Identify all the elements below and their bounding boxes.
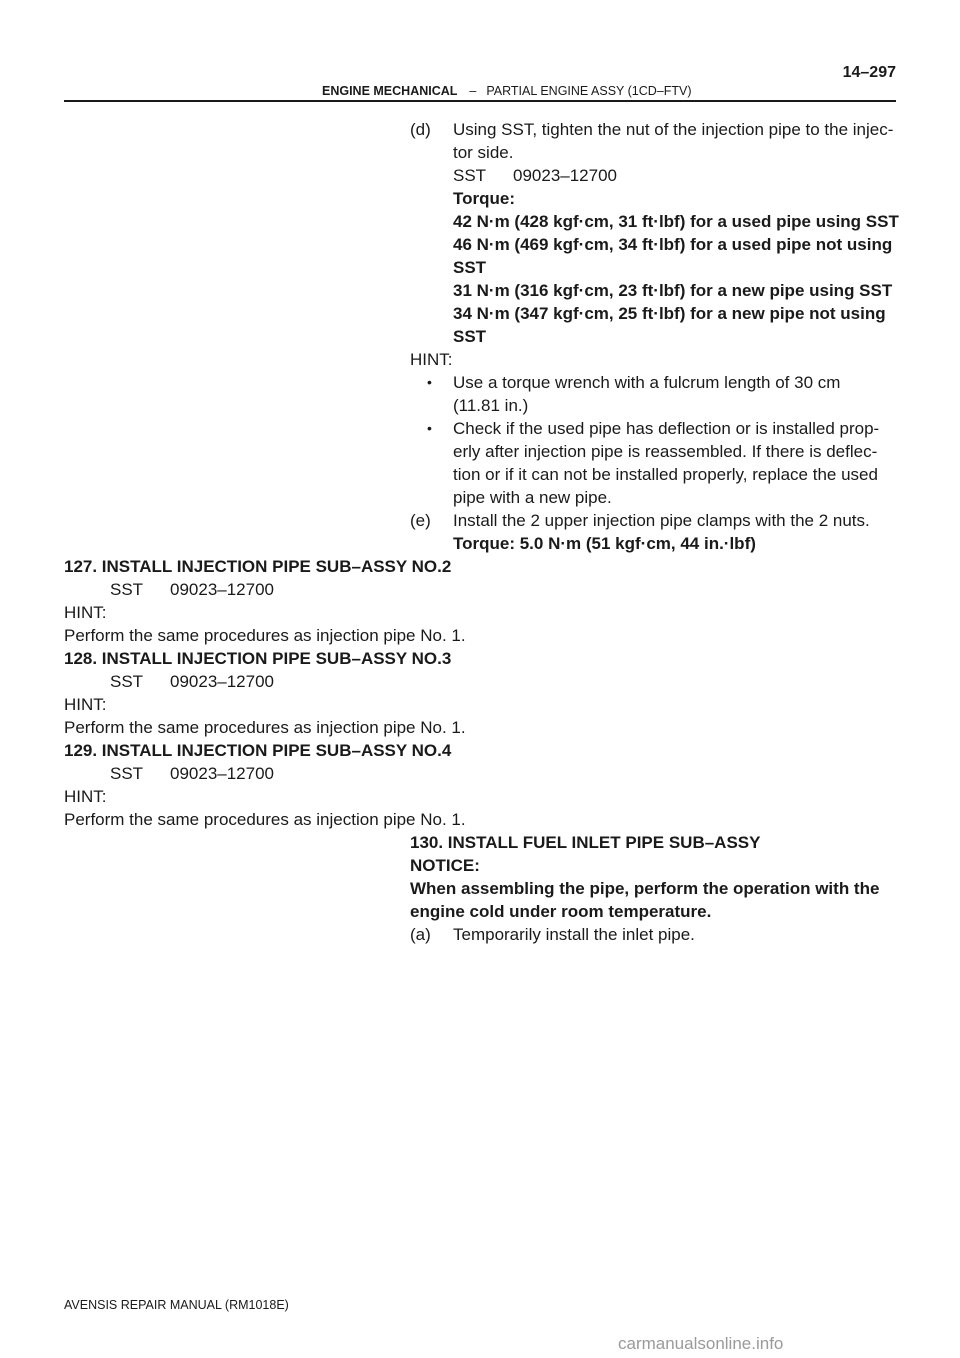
step-129-sst-label: SST	[110, 764, 144, 783]
step-d-torque-3: 31 N·m (316 kgf·cm, 23 ft·lbf) for a new pipe using SST	[453, 281, 893, 300]
step-d-torque-2b: SST	[453, 258, 487, 277]
hint-d-bullet2-line3: tion or if it can not be installed properly, replace the used	[453, 465, 878, 484]
step-d-sst-label: SST	[453, 166, 487, 185]
manual-footer: AVENSIS REPAIR MANUAL (RM1018E)	[64, 1298, 289, 1312]
hint-d-bullet2-line4: pipe with a new pipe.	[453, 488, 612, 507]
hint-d-bullet2-line2: erly after injection pipe is reassembled. If there is deflec-	[453, 442, 878, 461]
step-d-torque-4a: 34 N·m (347 kgf·cm, 25 ft·lbf) for a new pipe not using	[453, 304, 886, 323]
step-130-a-label: (a)	[410, 925, 431, 944]
hint-d-bullet2-line1: Check if the used pipe has deflection or is installed prop-	[453, 419, 880, 438]
step-d-line2: tor side.	[453, 143, 514, 162]
step-130-notice-line2: engine cold under room temperature.	[410, 902, 712, 921]
step-128-hint-text: Perform the same procedures as injection pipe No. 1.	[64, 718, 466, 737]
hint-d-label: HINT:	[410, 350, 453, 369]
step-128-title: 128. INSTALL INJECTION PIPE SUB–ASSY NO.3	[64, 649, 452, 668]
step-d-torque-label: Torque:	[453, 189, 516, 208]
step-129-hint-text: Perform the same procedures as injection pipe No. 1.	[64, 810, 466, 829]
step-127-title: 127. INSTALL INJECTION PIPE SUB–ASSY NO.2	[64, 557, 452, 576]
step-129-title: 129. INSTALL INJECTION PIPE SUB–ASSY NO.4	[64, 741, 452, 760]
page-header-title	[322, 84, 692, 98]
hint-d-bullet1-line2: (11.81 in.)	[453, 396, 529, 415]
step-127-sst-number: 09023–12700	[170, 580, 275, 599]
step-e-text: Install the 2 upper injection pipe clamps with the 2 nuts.	[453, 511, 870, 530]
step-130-title: 130. INSTALL FUEL INLET PIPE SUB–ASSY	[410, 833, 761, 852]
step-130-notice-label: NOTICE:	[410, 856, 480, 875]
step-130-a-text: Temporarily install the inlet pipe.	[453, 925, 695, 944]
step-129-sst-number: 09023–12700	[170, 764, 275, 783]
step-e-label: (e)	[410, 511, 431, 530]
step-128-hint-label: HINT:	[64, 695, 107, 714]
section-title: ENGINE MECHANICAL	[322, 84, 458, 98]
step-d-label: (d)	[410, 120, 431, 139]
subsection-title: PARTIAL ENGINE ASSY (1CD–FTV)	[486, 84, 692, 98]
step-129-hint-label: HINT:	[64, 787, 107, 806]
step-127-hint-label: HINT:	[64, 603, 107, 622]
watermark-link[interactable]: carmanualsonline.info	[618, 1334, 784, 1353]
header-separator: –	[469, 84, 477, 98]
page-number: 14–297	[842, 64, 896, 81]
step-127-hint-text: Perform the same procedures as injection pipe No. 1.	[64, 626, 466, 645]
step-d-torque-1: 42 N·m (428 kgf·cm, 31 ft·lbf) for a used pipe using SST	[453, 212, 899, 231]
step-d-line1: Using SST, tighten the nut of the injection pipe to the injec-	[453, 120, 894, 139]
step-128-sst-number: 09023–12700	[170, 672, 275, 691]
step-d-torque-4b: SST	[453, 327, 487, 346]
step-128-sst-label: SST	[110, 672, 144, 691]
bullet-icon: •	[427, 420, 432, 436]
hint-d-bullet1-line1: Use a torque wrench with a fulcrum length of 30 cm	[453, 373, 841, 392]
step-d-sst-number: 09023–12700	[513, 166, 618, 185]
step-e-torque: Torque: 5.0 N·m (51 kgf·cm, 44 in.·lbf)	[453, 534, 756, 553]
header-rule	[64, 100, 896, 102]
bullet-icon: •	[427, 374, 432, 390]
step-130-notice-line1: When assembling the pipe, perform the operation with the	[410, 879, 880, 898]
step-d-torque-2a: 46 N·m (469 kgf·cm, 34 ft·lbf) for a used pipe not using	[453, 235, 893, 254]
step-127-sst-label: SST	[110, 580, 144, 599]
